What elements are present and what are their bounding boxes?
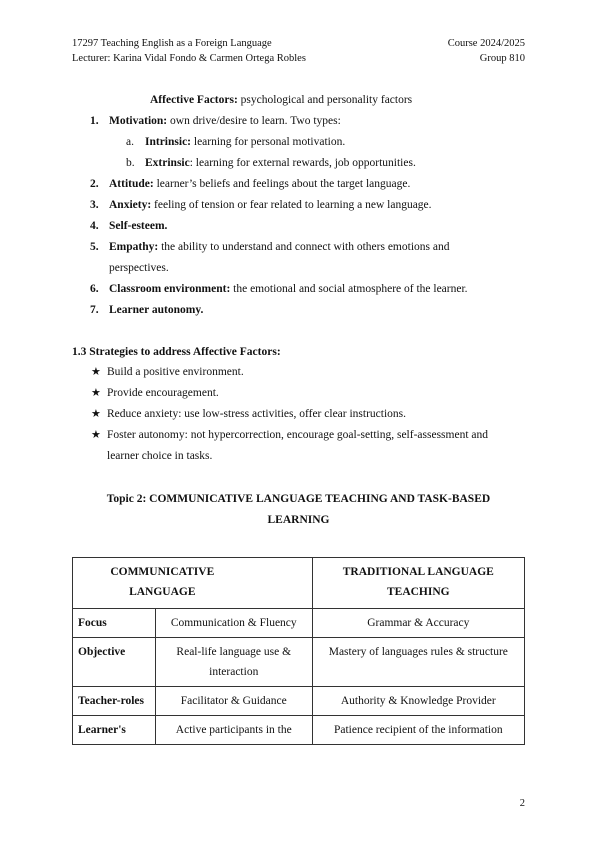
affective-subitem-b xyxy=(126,153,416,174)
affective-item-6 xyxy=(90,279,468,300)
row-clt-cell: Facilitator & Guidance xyxy=(155,687,312,716)
item-number: 7. xyxy=(90,304,99,316)
item-text: the emotional and social atmosphere of the learner. xyxy=(230,283,468,295)
affective-title-rest: psychological and personality factors xyxy=(237,94,413,106)
item-bold: Empathy: xyxy=(109,241,159,253)
star-bullet-icon: ★ xyxy=(91,366,101,378)
affective-item-5-continued: perspectives. xyxy=(109,262,169,274)
item-text: own drive/desire to learn. Two types: xyxy=(167,115,341,127)
row-trad-cell: Authority & Knowledge Provider xyxy=(312,687,524,716)
strategy-text: Foster autonomy: not hypercorrection, encourage goal-setting, self-assessment and xyxy=(107,429,488,441)
header-lecturer: Lecturer: Karina Vidal Fondo & Carmen Ortega Robles xyxy=(72,53,306,64)
row-trad-cell: Mastery of languages rules & structure xyxy=(312,638,524,687)
row-label: Objective xyxy=(73,638,156,687)
row-clt-cell: Active participants in the xyxy=(155,716,312,745)
item-bold: Attitude: xyxy=(109,178,154,190)
row-label: Learner's xyxy=(73,716,156,745)
strategy-item-3 xyxy=(91,404,406,425)
comparison-table xyxy=(72,557,525,745)
row-clt-cell xyxy=(155,638,312,687)
strategy-text: Build a positive environment. xyxy=(107,366,244,378)
item-text: the ability to understand and connect with others emotions and xyxy=(158,241,450,253)
row-trad-cell: Patience recipient of the information xyxy=(312,716,524,745)
item-bold: Self-esteem. xyxy=(109,220,168,232)
item-bold: Classroom environment: xyxy=(109,283,231,295)
affective-item-2 xyxy=(90,174,410,195)
row-label: Teacher-roles xyxy=(73,687,156,716)
affective-item-7 xyxy=(90,300,203,321)
strategy-item-4 xyxy=(91,425,488,446)
item-number: 6. xyxy=(90,283,99,295)
header-line: TEACHING xyxy=(386,586,450,598)
item-text: feeling of tension or fear related to learning a new language. xyxy=(151,199,432,211)
star-bullet-icon: ★ xyxy=(91,408,101,420)
table-row xyxy=(73,638,525,687)
header-line: TRADITIONAL LANGUAGE xyxy=(342,566,494,578)
header-line: LANGUAGE xyxy=(129,586,196,598)
affective-item-5 xyxy=(90,237,449,258)
table-row xyxy=(73,609,525,638)
strategy-text: Provide encouragement. xyxy=(107,387,219,399)
subitem-letter: b. xyxy=(126,157,135,169)
cell-line: Real-life language use & xyxy=(176,646,292,658)
strategy-text: Reduce anxiety: use low-stress activities, offer clear instructions. xyxy=(107,408,407,420)
item-number: 4. xyxy=(90,220,99,232)
table-row xyxy=(73,687,525,716)
table-row xyxy=(73,716,525,745)
affective-title-bold: Affective Factors: xyxy=(150,94,238,106)
affective-item-3 xyxy=(90,195,432,216)
cell-line: interaction xyxy=(209,666,259,678)
subitem-bold: Extrinsic xyxy=(145,157,190,169)
header-line: COMMUNICATIVE xyxy=(110,566,215,578)
header-course-year: Course 2024/2025 xyxy=(447,38,525,49)
table-header-communicative xyxy=(73,558,313,609)
table-header-traditional xyxy=(312,558,524,609)
affective-title xyxy=(150,90,412,111)
affective-item-4 xyxy=(90,216,167,237)
star-bullet-icon: ★ xyxy=(91,387,101,399)
item-number: 2. xyxy=(90,178,99,190)
item-number: 1. xyxy=(90,115,99,127)
item-bold: Learner autonomy. xyxy=(109,304,204,316)
row-trad-cell: Grammar & Accuracy xyxy=(312,609,524,638)
row-clt-cell: Communication & Fluency xyxy=(155,609,312,638)
strategies-heading: 1.3 Strategies to address Affective Factors: xyxy=(72,346,281,358)
header-group: Group 810 xyxy=(479,53,525,64)
topic2-title-line2: LEARNING xyxy=(267,514,330,526)
item-bold: Anxiety: xyxy=(109,199,152,211)
subitem-letter: a. xyxy=(126,136,134,148)
item-bold: Motivation: xyxy=(109,115,168,127)
row-label: Focus xyxy=(73,609,156,638)
subitem-bold: Intrinsic: xyxy=(145,136,191,148)
table-header-row xyxy=(73,558,525,609)
affective-item-1 xyxy=(90,111,341,132)
subitem-text: learning for personal motivation. xyxy=(191,136,346,148)
item-number: 3. xyxy=(90,199,99,211)
subitem-text: : learning for external rewards, job opportunities. xyxy=(189,157,416,169)
affective-subitem-a xyxy=(126,132,345,153)
page-number: 2 xyxy=(519,798,525,809)
strategy-item-2 xyxy=(91,383,219,404)
topic2-title-line1: Topic 2: COMMUNICATIVE LANGUAGE TEACHING AND TASK-BASED xyxy=(106,493,491,505)
strategy-item-1 xyxy=(91,362,244,383)
item-number: 5. xyxy=(90,241,99,253)
header-course-code: 17297 Teaching English as a Foreign Language xyxy=(72,38,272,49)
item-text: learner’s beliefs and feelings about the target language. xyxy=(153,178,411,190)
star-bullet-icon: ★ xyxy=(91,429,101,441)
strategy-item-4-continued: learner choice in tasks. xyxy=(107,450,213,462)
